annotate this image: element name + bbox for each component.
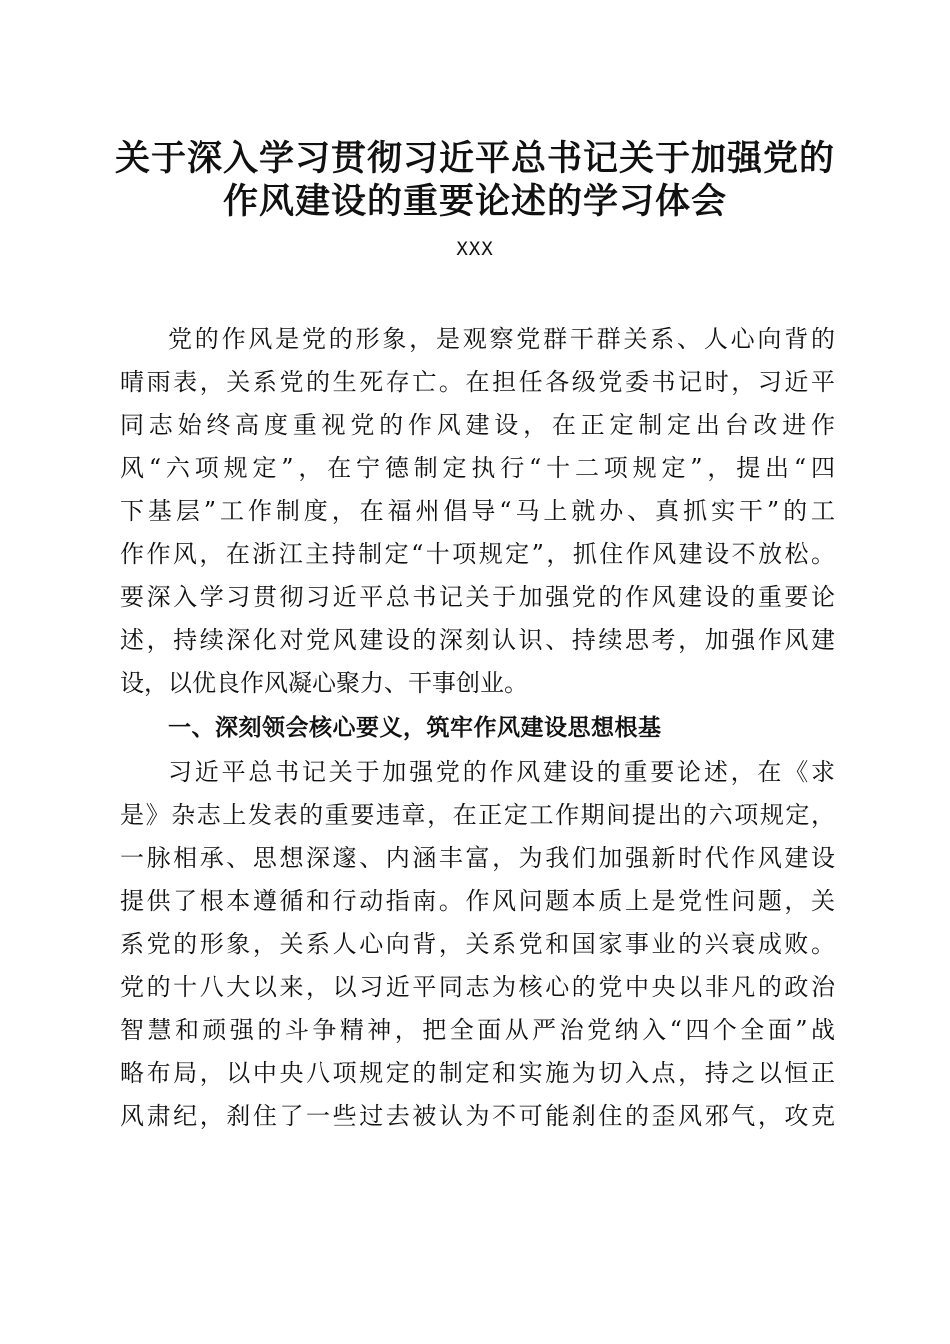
paragraph-2-line: 是》杂志上发表的重要违章，在正定工作期间提出的六项规定， bbox=[120, 801, 835, 829]
paragraph-1-line: 要深入学习贯彻习近平总书记关于加强党的作风建设的重要论 bbox=[120, 583, 835, 611]
paragraph-1-line: 作作风，在浙江主持制定“十项规定”，抓住作风建设不放松。 bbox=[120, 540, 835, 568]
document-title-line-2: 作风建设的重要论述的学习体会 bbox=[222, 181, 727, 222]
document-title-line-1: 关于深入学习贯彻习近平总书记关于加强党的 bbox=[114, 138, 835, 179]
paragraph-1-line: 风“六项规定”，在宁德制定执行“十二项规定”，提出“四 bbox=[120, 454, 835, 482]
section-heading: 一、深刻领会核心要义，筑牢作风建设思想根基 bbox=[168, 715, 662, 741]
paragraph-1-line: 下基层”工作制度，在福州倡导“马上就办、真抓实干”的工 bbox=[120, 497, 835, 525]
paragraph-1-line: 设，以优良作风凝心聚力、干事创业。 bbox=[120, 669, 528, 697]
paragraph-2-line: 系党的形象，关系人心向背，关系党和国家事业的兴衰成败。 bbox=[120, 930, 835, 958]
paragraph-2-line: 智慧和顽强的斗争精神，把全面从严治党纳入“四个全面”战 bbox=[120, 1016, 835, 1044]
paragraph-2-line: 一脉相承、思想深邃、内涵丰富，为我们加强新时代作风建设 bbox=[120, 844, 835, 872]
author-name: XXX bbox=[456, 238, 494, 260]
paragraph-1-line: 晴雨表，关系党的生死存亡。在担任各级党委书记时，习近平 bbox=[120, 368, 835, 396]
paragraph-2-line: 略布局，以中央八项规定的制定和实施为切入点，持之以恒正 bbox=[120, 1059, 835, 1087]
paragraph-1-line: 述，持续深化对党风建设的深刻认识、持续思考，加强作风建 bbox=[120, 626, 835, 654]
paragraph-2-line: 党的十八大以来，以习近平同志为核心的党中央以非凡的政治 bbox=[120, 973, 835, 1001]
paragraph-1-line: 党的作风是党的形象，是观察党群干群关系、人心向背的 bbox=[168, 325, 835, 353]
paragraph-2-line: 提供了根本遵循和行动指南。作风问题本质上是党性问题，关 bbox=[120, 887, 835, 915]
paragraph-2-line: 风肃纪，刹住了一些过去被认为不可能刹住的歪风邪气，攻克 bbox=[120, 1102, 835, 1130]
paragraph-1-line: 同志始终高度重视党的作风建设，在正定制定出台改进作 bbox=[120, 411, 835, 439]
paragraph-2-line: 习近平总书记关于加强党的作风建设的重要论述，在《求 bbox=[168, 758, 835, 786]
